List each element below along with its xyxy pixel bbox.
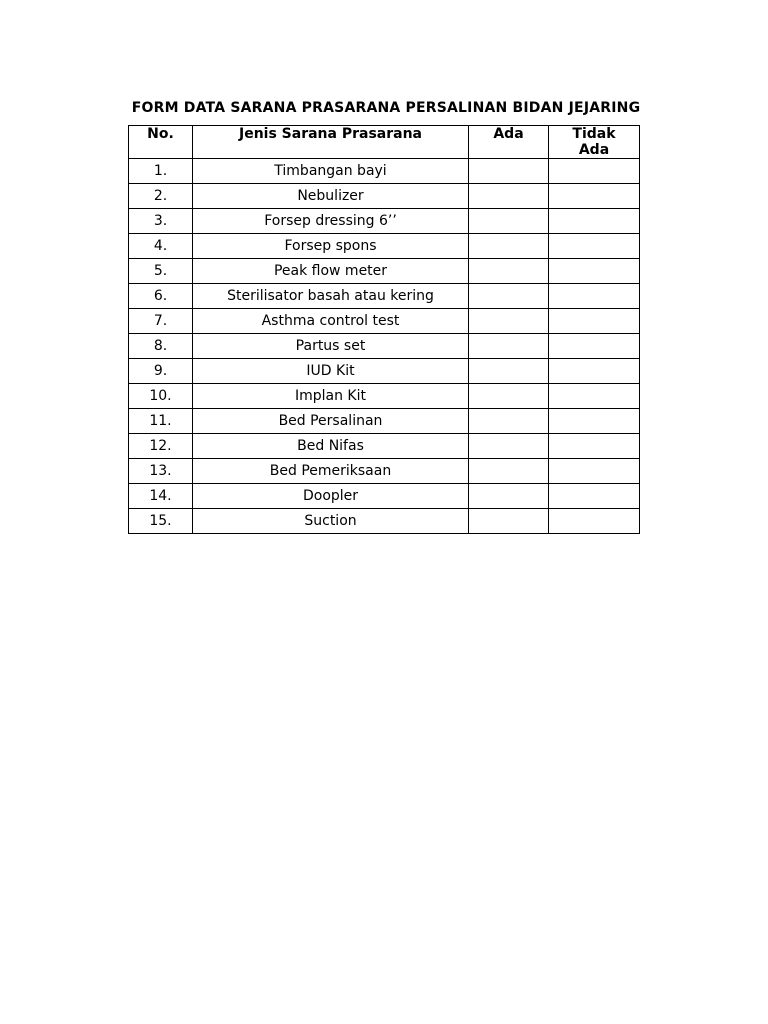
row-ada-cell[interactable] xyxy=(469,334,549,359)
row-number: 1. xyxy=(129,159,193,184)
row-number: 15. xyxy=(129,509,193,534)
table-row xyxy=(129,334,640,359)
table-row xyxy=(129,434,640,459)
header-ada: Ada xyxy=(469,126,549,159)
row-ada-cell[interactable] xyxy=(469,209,549,234)
header-tidak-ada xyxy=(549,126,640,159)
row-number: 5. xyxy=(129,259,193,284)
header-no: No. xyxy=(129,126,193,159)
row-tidak-ada-cell[interactable] xyxy=(549,509,640,534)
table-row xyxy=(129,234,640,259)
row-number: 10. xyxy=(129,384,193,409)
table-header-row xyxy=(129,126,640,159)
header-tidak-line2: Ada xyxy=(578,142,610,158)
row-item-name: Bed Persalinan xyxy=(193,409,469,434)
row-tidak-ada-cell[interactable] xyxy=(549,259,640,284)
row-number: 2. xyxy=(129,184,193,209)
row-number: 4. xyxy=(129,234,193,259)
row-ada-cell[interactable] xyxy=(469,234,549,259)
table-row xyxy=(129,159,640,184)
row-ada-cell[interactable] xyxy=(469,509,549,534)
row-item-name: IUD Kit xyxy=(193,359,469,384)
row-item-name: Asthma control test xyxy=(193,309,469,334)
row-item-name: Bed Nifas xyxy=(193,434,469,459)
row-item-name: Bed Pemeriksaan xyxy=(193,459,469,484)
row-ada-cell[interactable] xyxy=(469,159,549,184)
row-ada-cell[interactable] xyxy=(469,409,549,434)
row-number: 12. xyxy=(129,434,193,459)
row-item-name: Forsep spons xyxy=(193,234,469,259)
row-number: 9. xyxy=(129,359,193,384)
table-row xyxy=(129,209,640,234)
table-row xyxy=(129,184,640,209)
row-item-name: Timbangan bayi xyxy=(193,159,469,184)
row-tidak-ada-cell[interactable] xyxy=(549,484,640,509)
table-row xyxy=(129,509,640,534)
row-tidak-ada-cell[interactable] xyxy=(549,334,640,359)
row-item-name: Peak flow meter xyxy=(193,259,469,284)
row-tidak-ada-cell[interactable] xyxy=(549,184,640,209)
table-row xyxy=(129,459,640,484)
table-row xyxy=(129,309,640,334)
row-tidak-ada-cell[interactable] xyxy=(549,309,640,334)
row-ada-cell[interactable] xyxy=(469,459,549,484)
row-tidak-ada-cell[interactable] xyxy=(549,409,640,434)
row-tidak-ada-cell[interactable] xyxy=(549,159,640,184)
header-name: Jenis Sarana Prasarana xyxy=(193,126,469,159)
table-row xyxy=(129,409,640,434)
row-ada-cell[interactable] xyxy=(469,259,549,284)
row-ada-cell[interactable] xyxy=(469,184,549,209)
row-item-name: Implan Kit xyxy=(193,384,469,409)
row-tidak-ada-cell[interactable] xyxy=(549,359,640,384)
row-ada-cell[interactable] xyxy=(469,434,549,459)
row-item-name: Forsep dressing 6’’ xyxy=(193,209,469,234)
row-number: 11. xyxy=(129,409,193,434)
row-item-name: Partus set xyxy=(193,334,469,359)
table-row xyxy=(129,359,640,384)
row-item-name: Doopler xyxy=(193,484,469,509)
row-item-name: Nebulizer xyxy=(193,184,469,209)
table-row xyxy=(129,284,640,309)
row-item-name: Sterilisator basah atau kering xyxy=(193,284,469,309)
row-ada-cell[interactable] xyxy=(469,284,549,309)
page-title: FORM DATA SARANA PRASARANA PERSALINAN BIDAN JEJARING xyxy=(131,100,641,116)
row-number: 6. xyxy=(129,284,193,309)
row-ada-cell[interactable] xyxy=(469,484,549,509)
header-tidak-line1: Tidak xyxy=(572,126,616,142)
row-tidak-ada-cell[interactable] xyxy=(549,434,640,459)
table-row xyxy=(129,384,640,409)
row-ada-cell[interactable] xyxy=(469,309,549,334)
row-tidak-ada-cell[interactable] xyxy=(549,284,640,309)
row-number: 14. xyxy=(129,484,193,509)
table-row xyxy=(129,259,640,284)
row-tidak-ada-cell[interactable] xyxy=(549,459,640,484)
row-tidak-ada-cell[interactable] xyxy=(549,234,640,259)
row-number: 7. xyxy=(129,309,193,334)
table-row xyxy=(129,484,640,509)
row-number: 8. xyxy=(129,334,193,359)
row-item-name: Suction xyxy=(193,509,469,534)
row-ada-cell[interactable] xyxy=(469,384,549,409)
row-ada-cell[interactable] xyxy=(469,359,549,384)
row-number: 13. xyxy=(129,459,193,484)
row-tidak-ada-cell[interactable] xyxy=(549,209,640,234)
row-number: 3. xyxy=(129,209,193,234)
equipment-table xyxy=(128,125,640,534)
row-tidak-ada-cell[interactable] xyxy=(549,384,640,409)
